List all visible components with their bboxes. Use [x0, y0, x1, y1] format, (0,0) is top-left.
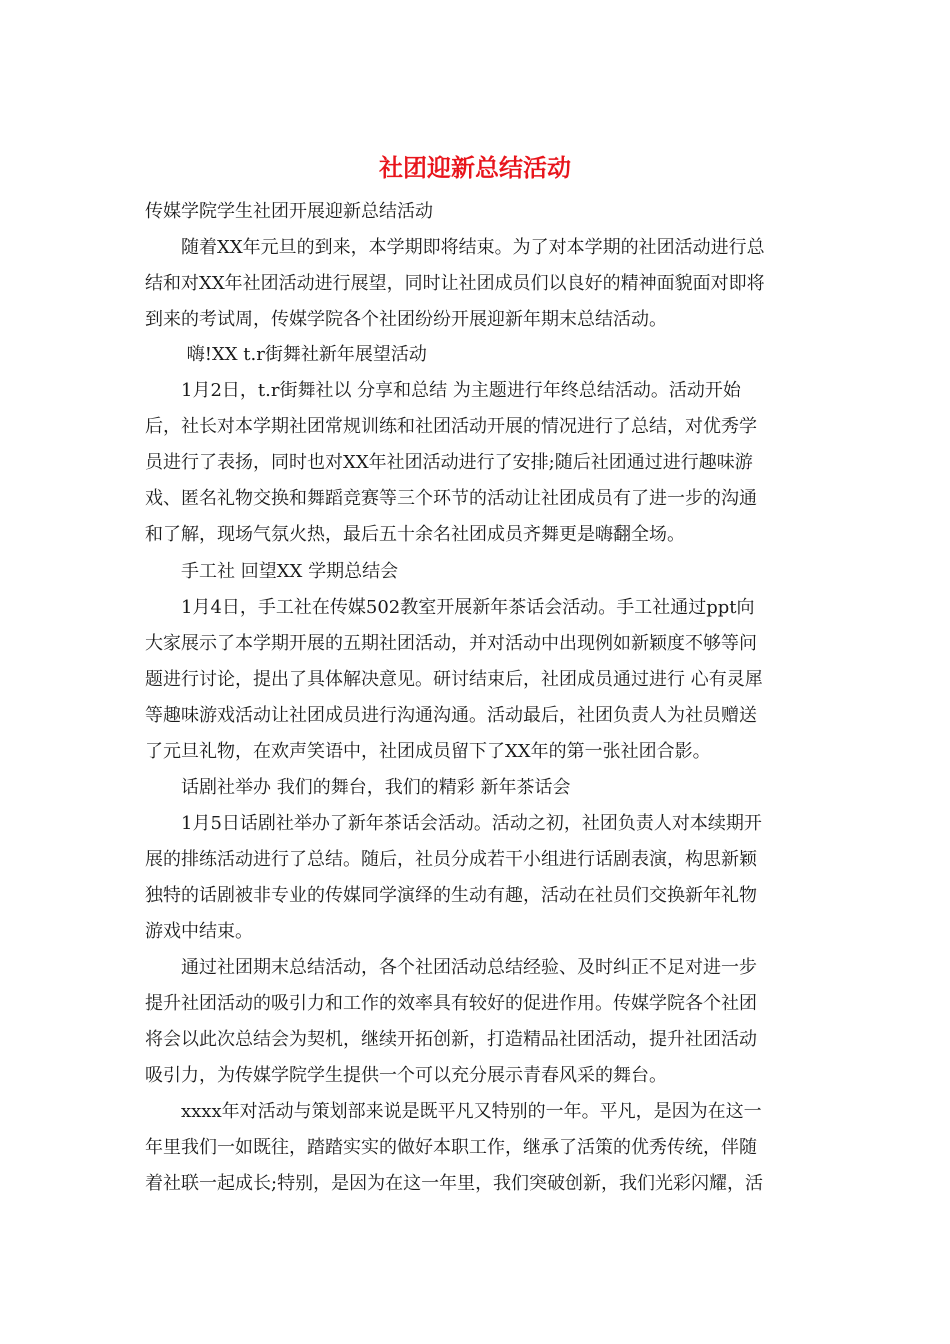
document-title: 社团迎新总结活动 [379, 153, 571, 182]
text-line: 随着XX年元旦的到来，本学期即将结束。为了对本学期的社团活动进行总 [145, 237, 765, 258]
text-line: xxxx年对活动与策划部来说是既平凡又特别的一年。平凡，是因为在这一 [145, 1101, 762, 1122]
text-line: 独特的话剧被非专业的传媒同学演绎的生动有趣，活动在社员们交换新年礼物 [145, 885, 757, 906]
text-line: 传媒学院学生社团开展迎新总结活动 [145, 201, 433, 222]
text-line: 后，社长对本学期社团常规训练和社团活动开展的情况进行了总结，对优秀学 [145, 416, 757, 437]
text-line: 到来的考试周，传媒学院各个社团纷纷开展迎新年期末总结活动。 [145, 309, 667, 330]
text-line: 等趣味游戏活动让社团成员进行沟通沟通。活动最后，社团负责人为社员赠送 [145, 705, 757, 726]
text-line: 手工社 回望XX 学期总结会 [145, 561, 399, 582]
text-line: 结和对XX年社团活动进行展望，同时让社团成员们以良好的精神面貌面对即将 [145, 273, 765, 294]
text-line: 吸引力，为传媒学院学生提供一个可以充分展示青春风采的舞台。 [145, 1065, 667, 1086]
text-line: 年里我们一如既往，踏踏实实的做好本职工作，继承了活策的优秀传统，伴随 [145, 1137, 757, 1158]
text-line: 通过社团期末总结活动，各个社团活动总结经验、及时纠正不足对进一步 [145, 957, 757, 978]
text-line: 戏、匿名礼物交换和舞蹈竞赛等三个环节的活动让社团成员有了进一步的沟通 [145, 488, 757, 509]
text-line: 将会以此次总结会为契机，继续开拓创新，打造精品社团活动，提升社团活动 [145, 1029, 757, 1050]
text-line: 话剧社举办 我们的舞台，我们的精彩 新年茶话会 [145, 777, 571, 798]
text-line: 大家展示了本学期开展的五期社团活动，并对活动中出现例如新颖度不够等问 [145, 633, 757, 654]
text-line: 和了解，现场气氛火热，最后五十余名社团成员齐舞更是嗨翻全场。 [145, 524, 685, 545]
text-line: 1月5日话剧社举办了新年茶话会活动。活动之初，社团负责人对本续期开 [145, 813, 762, 834]
text-line: 1月4日，手工社在传媒502教室开展新年茶话会活动。手工社通过ppt向 [145, 597, 755, 618]
text-line: 嗨!XX t.r街舞社新年展望活动 [145, 344, 427, 365]
text-line: 提升社团活动的吸引力和工作的效率具有较好的促进作用。传媒学院各个社团 [145, 993, 757, 1014]
text-line: 展的排练活动进行了总结。随后，社员分成若干小组进行话剧表演，构思新颖 [145, 849, 757, 870]
text-line: 员进行了表扬，同时也对XX年社团活动进行了安排;随后社团通过进行趣味游 [145, 452, 753, 473]
text-line: 1月2日，t.r街舞社以 分享和总结 为主题进行年终总结活动。活动开始 [145, 380, 741, 401]
text-line: 题进行讨论，提出了具体解决意见。研讨结束后，社团成员通过进行 心有灵犀 [145, 669, 763, 690]
text-line: 游戏中结束。 [145, 921, 253, 942]
text-line: 了元旦礼物，在欢声笑语中，社团成员留下了XX年的第一张社团合影。 [145, 741, 711, 762]
text-line: 着社联一起成长;特别，是因为在这一年里，我们突破创新，我们光彩闪耀，活 [145, 1173, 764, 1194]
